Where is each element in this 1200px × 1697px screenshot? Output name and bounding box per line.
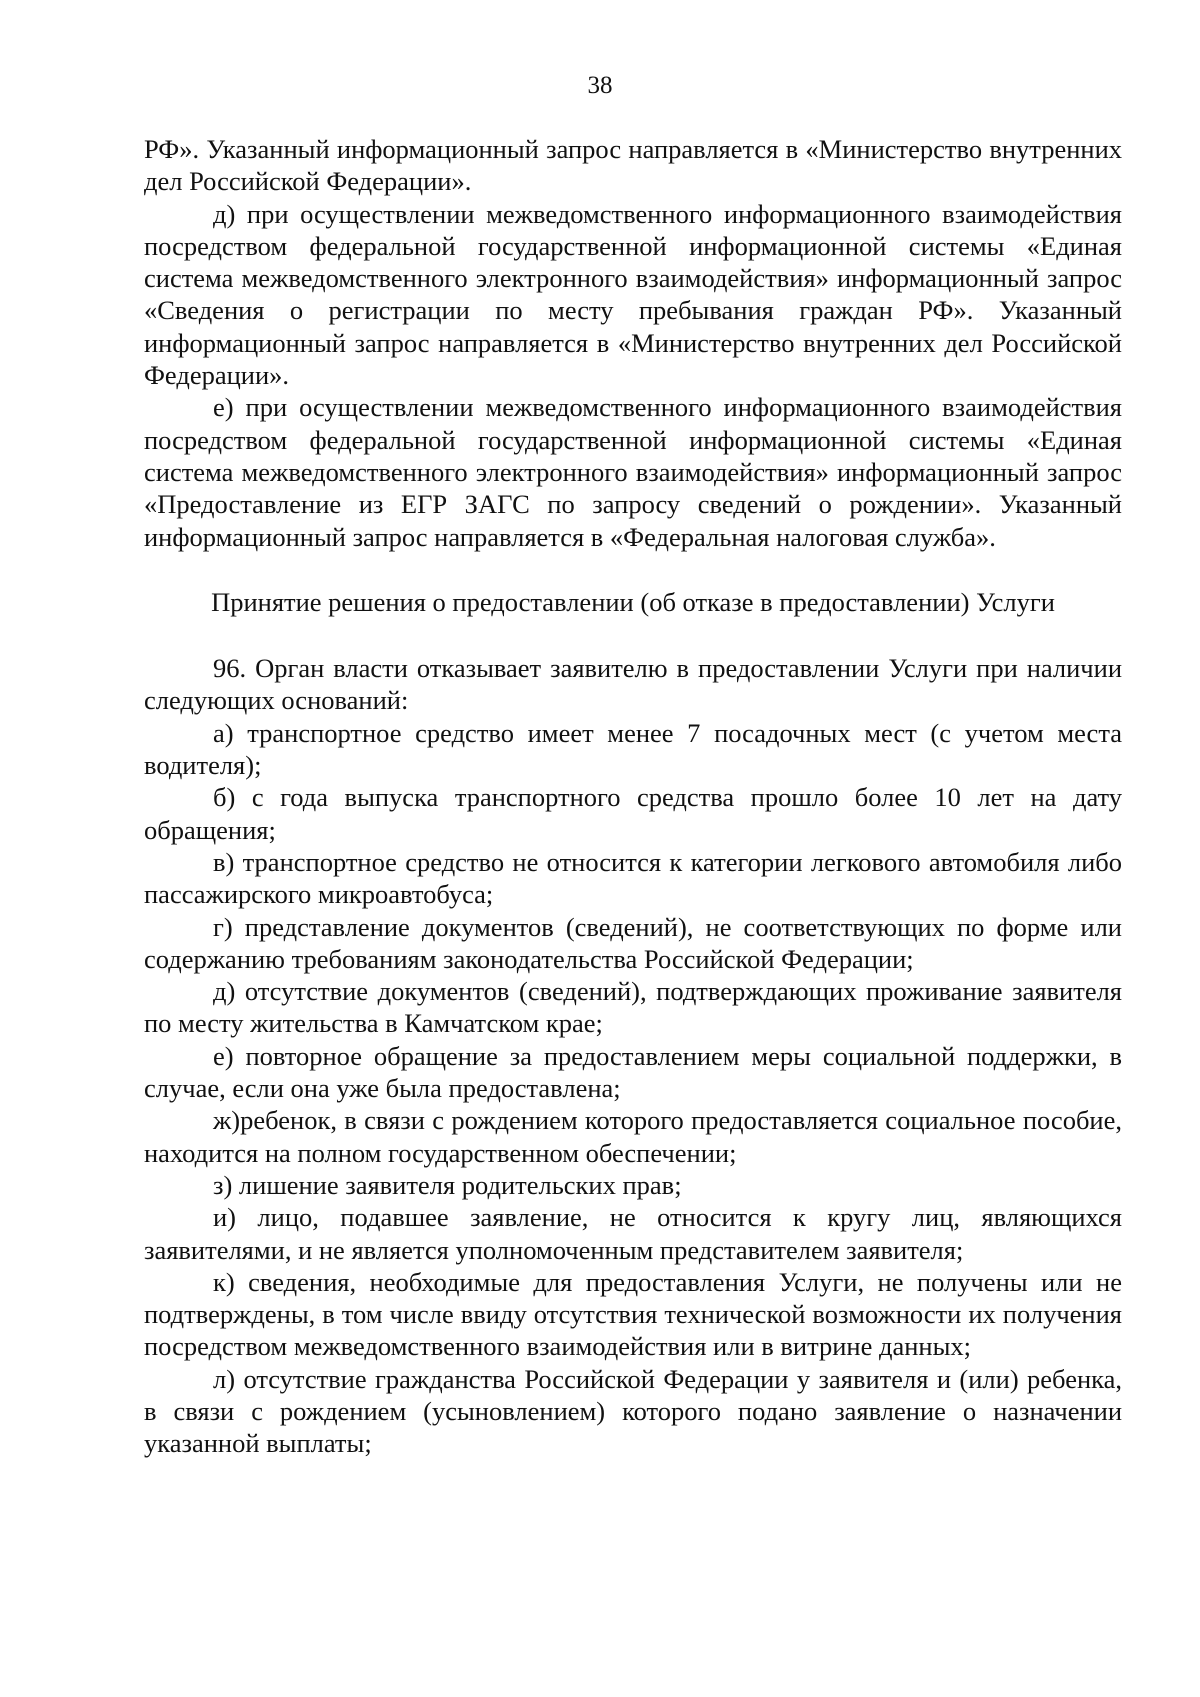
list-item-e: е) повторное обращение за предоставлением меры социальной поддержки, в случае, если она уже была предоставлена; (144, 1040, 1122, 1104)
page-number: 38 (587, 72, 613, 99)
list-item-z: з) лишение заявителя родительских прав; (213, 1169, 682, 1200)
section-heading: Принятие решения о предоставлении (об отказе в предоставлении) Услуги (211, 586, 1055, 617)
paragraph-continuation: РФ». Указанный информационный запрос направляется в «Министерство внутренних дел Российской Федерации». (144, 134, 1122, 197)
paragraph-item-e: е) при осуществлении межведомственного информационного взаимодействия посредством федеральной государственной информационной системы «Единая система межведомственного электронного взаимодействия» информационный запрос «Предоставление из ЕГР ЗАГС по запросу сведений о рождении». Указанный информационный запрос направляется в «Федеральная налоговая служба». (144, 392, 1122, 552)
document-body (144, 133, 1122, 1460)
paragraph-item-d: д) при осуществлении межведомственного информационного взаимодействия посредством федеральной государственной информационной системы «Единая система межведомственного электронного взаимодействия» информационный запрос «Сведения о регистрации по месту пребывания граждан РФ». Указанный информационный запрос направляется в «Министерство внутренних дел Российской Федерации». (144, 198, 1122, 391)
list-item-b: б) с года выпуска транспортного средства прошло более 10 лет на дату обращения; (144, 782, 1122, 845)
list-item-zh: ж)ребенок, в связи с рождением которого предоставляется социальное пособие, находится на полном государственном обеспечении; (144, 1105, 1122, 1168)
list-item-a: а) транспортное средство имеет менее 7 посадочных мест (с учетом места водителя); (144, 717, 1122, 781)
list-item-k: к) сведения, необходимые для предоставления Услуги, не получены или не подтверждены, в том числе ввиду отсутствия технической возможности их получения посредством межведомственного взаимодействия или в витрине данных; (144, 1266, 1122, 1362)
list-item-d: д) отсутствие документов (сведений), подтверждающих проживание заявителя по месту жительства в Камчатском крае; (144, 976, 1122, 1039)
list-item-i: и) лицо, подавшее заявление, не относится к кругу лиц, являющихся заявителями, и не является уполномоченным представителем заявителя; (144, 1202, 1122, 1265)
paragraph-96: 96. Орган власти отказывает заявителю в предоставлении Услуги при наличии следующих оснований: (144, 653, 1122, 716)
list-item-v: в) транспортное средство не относится к категории легкового автомобиля либо пассажирского микроавтобуса; (144, 846, 1122, 910)
list-item-l: л) отсутствие гражданства Российской Федерации у заявителя и (или) ребенка, в связи с рождением (усыновлением) которого подано заявление о назначении указанной выплаты; (144, 1363, 1122, 1459)
list-item-g: г) представление документов (сведений), не соответствующих по форме или содержанию требованиям законодательства Российской Федерации; (144, 911, 1122, 974)
